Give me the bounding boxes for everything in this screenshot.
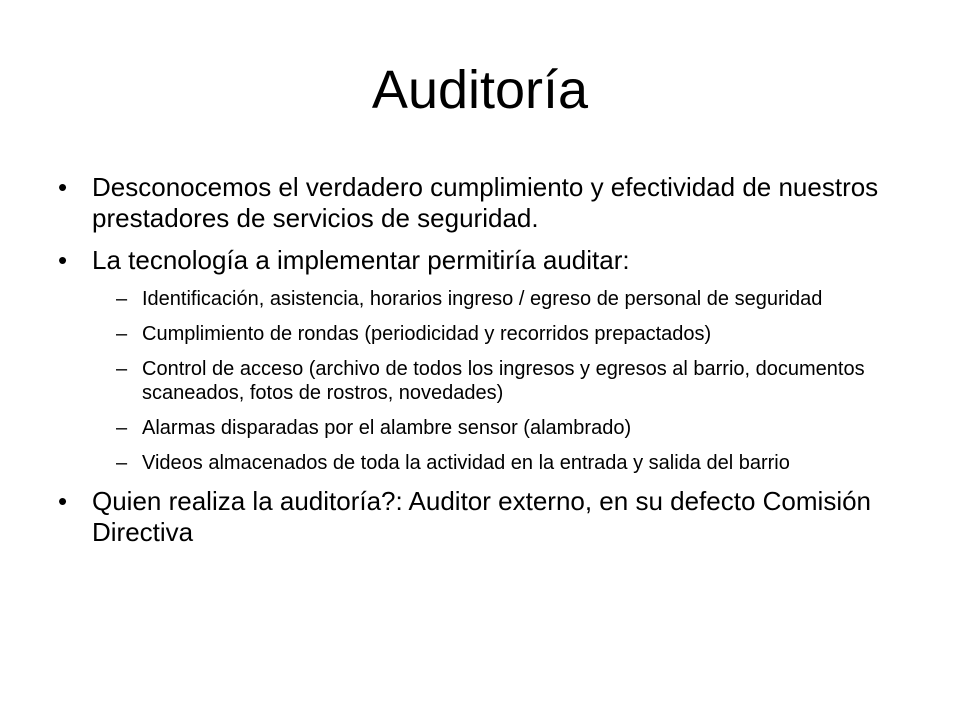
sub-bullet-text: Alarmas disparadas por el alambre sensor (alambrado) bbox=[142, 417, 632, 439]
bullet-item bbox=[58, 245, 918, 276]
sub-bullet-text: Cumplimiento de rondas (periodicidad y recorridos prepactados) bbox=[142, 323, 712, 345]
sub-bullet-list bbox=[58, 287, 918, 475]
dash-marker: – bbox=[116, 417, 128, 439]
sub-bullet-item bbox=[58, 357, 918, 405]
bullet-item bbox=[58, 172, 918, 234]
bullet-text: La tecnología a implementar permitiría auditar: bbox=[92, 245, 630, 275]
bullet-list bbox=[58, 172, 918, 559]
sub-bullet-item bbox=[58, 287, 918, 311]
sub-bullet-text: Identificación, asistencia, horarios ingreso / egreso de personal de seguridad bbox=[142, 288, 823, 310]
dash-marker: – bbox=[116, 288, 128, 310]
bullet-item bbox=[58, 486, 918, 548]
sub-bullet-text: Control de acceso (archivo de todos los ingresos y egresos al barrio, documentos scaneados, fotos de rostros, novedades) bbox=[142, 358, 865, 404]
slide-title: Auditoría bbox=[371, 60, 589, 120]
sub-bullet-item bbox=[58, 416, 918, 440]
bullet-marker: • bbox=[58, 172, 68, 202]
dash-marker: – bbox=[116, 323, 128, 345]
bullet-text: Quien realiza la auditoría?: Auditor externo, en su defecto Comisión Directiva bbox=[92, 486, 872, 547]
sub-bullet-item bbox=[58, 451, 918, 475]
dash-marker: – bbox=[116, 452, 128, 474]
dash-marker: – bbox=[116, 358, 128, 380]
bullet-marker: • bbox=[58, 245, 68, 275]
bullet-marker: • bbox=[58, 486, 68, 516]
bullet-text: Desconocemos el verdadero cumplimiento y efectividad de nuestros prestadores de servicios de seguridad. bbox=[92, 172, 879, 233]
sub-bullet-item bbox=[58, 322, 918, 346]
sub-bullet-text: Videos almacenados de toda la actividad en la entrada y salida del barrio bbox=[142, 452, 790, 474]
